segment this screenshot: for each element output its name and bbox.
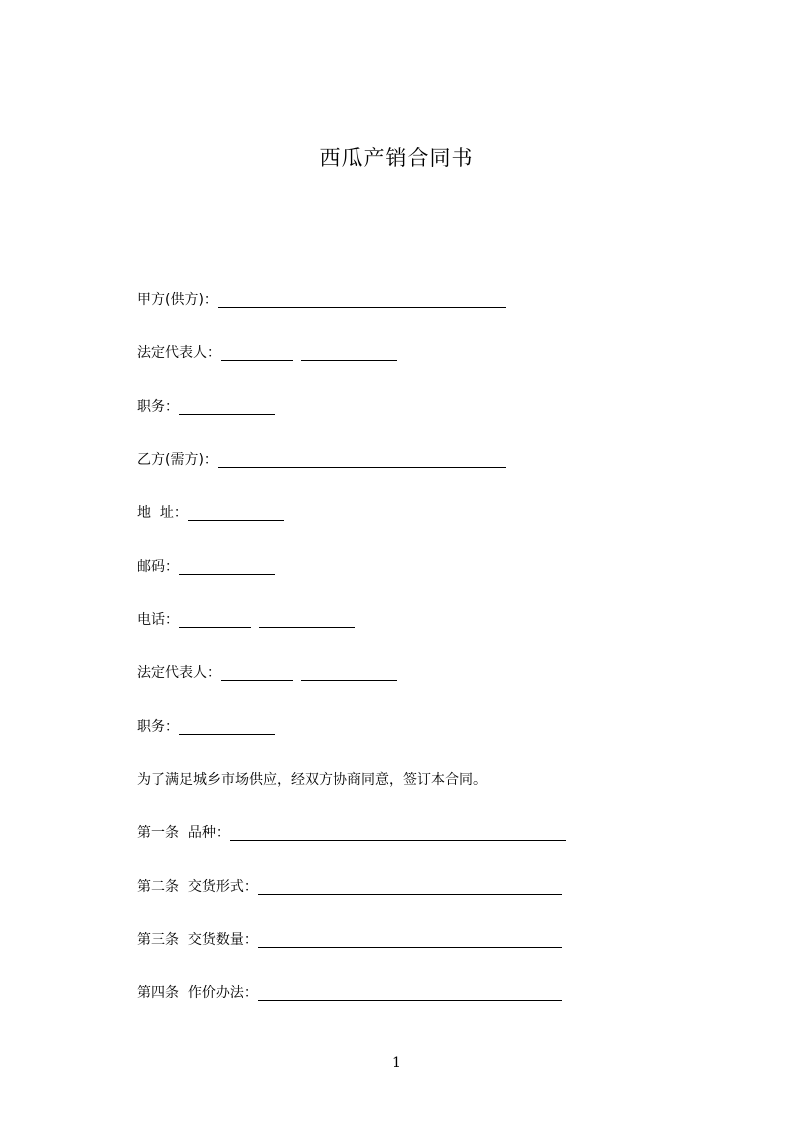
document-title: 西瓜产销合同书 <box>319 146 474 170</box>
article-1-blank[interactable] <box>230 825 566 841</box>
postcode-field <box>137 557 275 577</box>
party-b-position-label: 职务： <box>137 719 179 735</box>
article-3-blank[interactable] <box>258 932 562 948</box>
article-2-label: 第二条 交货形式： <box>137 879 258 895</box>
party-a-blank[interactable] <box>218 292 506 308</box>
party-b-position-blank[interactable] <box>179 719 275 735</box>
article-1-field <box>137 823 566 843</box>
party-b-representative-field <box>137 663 397 683</box>
party-b-position-field <box>137 717 275 737</box>
party-a-position-blank[interactable] <box>179 399 275 415</box>
party-b-representative-blank-1[interactable] <box>221 665 293 681</box>
address-blank[interactable] <box>188 505 284 521</box>
phone-blank-2[interactable] <box>259 612 355 628</box>
phone-blank-1[interactable] <box>179 612 251 628</box>
article-4-blank[interactable] <box>258 985 562 1001</box>
address-label: 地 址： <box>137 505 188 521</box>
address-field <box>137 503 284 523</box>
postcode-blank[interactable] <box>179 559 275 575</box>
postcode-label: 邮码： <box>137 559 179 575</box>
party-b-representative-blank-2[interactable] <box>301 665 397 681</box>
party-a-label: 甲方(供方)： <box>137 292 218 308</box>
party-a-position-field <box>137 397 275 417</box>
phone-label: 电话： <box>137 612 179 628</box>
party-a-representative-blank-1[interactable] <box>221 345 293 361</box>
page-number: 1 <box>392 1055 401 1071</box>
party-a-representative-blank-2[interactable] <box>301 345 397 361</box>
party-b-label: 乙方(需方)： <box>137 452 218 468</box>
article-2-field <box>137 877 562 897</box>
article-2-blank[interactable] <box>258 879 562 895</box>
article-4-field <box>137 983 562 1003</box>
party-a-representative-field <box>137 343 397 363</box>
party-a-representative-label: 法定代表人： <box>137 345 221 361</box>
party-b-representative-label: 法定代表人： <box>137 665 221 681</box>
party-b-blank[interactable] <box>218 452 506 468</box>
article-4-label: 第四条 作价办法： <box>137 985 258 1001</box>
party-a-field <box>137 290 506 310</box>
party-b-field <box>137 450 506 470</box>
party-a-position-label: 职务： <box>137 399 179 415</box>
article-1-label: 第一条 品种： <box>137 825 230 841</box>
phone-field <box>137 610 355 630</box>
intro-paragraph: 为了满足城乡市场供应，经双方协商同意，签订本合同。 <box>137 772 487 788</box>
article-3-label: 第三条 交货数量： <box>137 932 258 948</box>
article-3-field <box>137 930 562 950</box>
